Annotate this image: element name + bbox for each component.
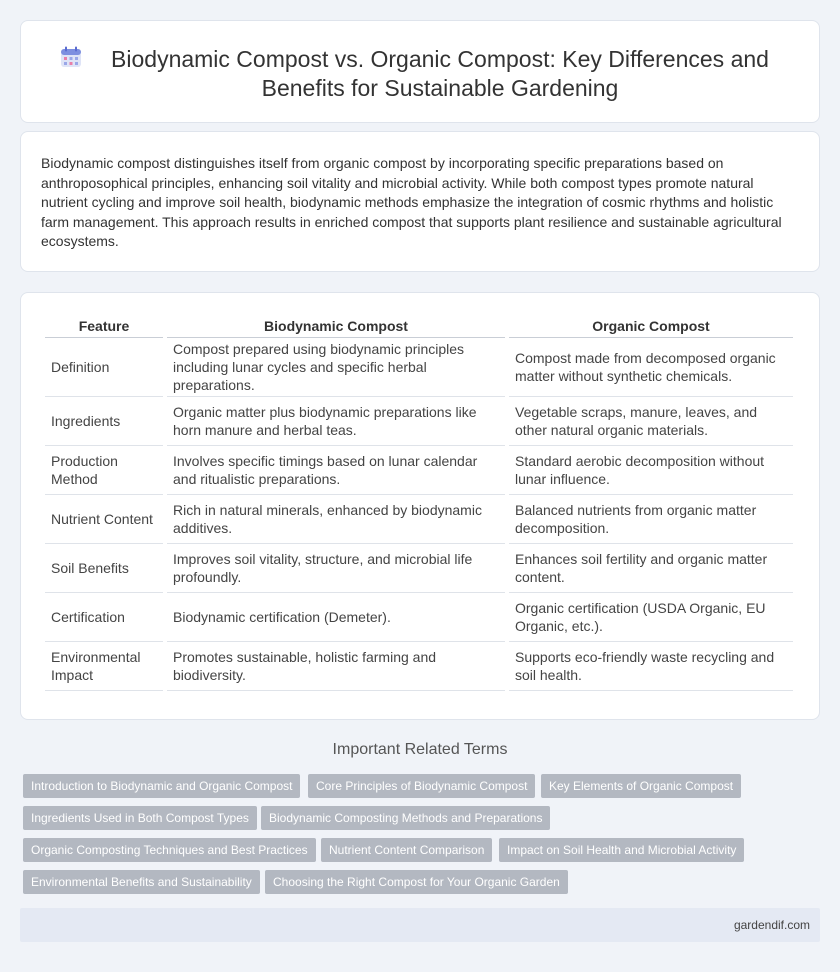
cell-feature: Certification — [45, 593, 163, 642]
table-row — [45, 446, 793, 495]
related-term-tag[interactable]: Organic Composting Techniques and Best Practices — [23, 838, 316, 862]
header-organic: Organic Compost — [509, 313, 793, 338]
table-row — [45, 593, 793, 642]
cell-feature: Soil Benefits — [45, 544, 163, 593]
cell-organic: Vegetable scraps, manure, leaves, and other natural organic materials. — [509, 397, 793, 446]
cell-organic: Balanced nutrients from organic matter decomposition. — [509, 495, 793, 544]
comparison-table — [41, 313, 797, 691]
related-term-tag[interactable]: Choosing the Right Compost for Your Organic Garden — [265, 870, 568, 894]
title-card — [20, 20, 820, 123]
cell-biodynamic: Organic matter plus biodynamic preparations like horn manure and herbal teas. — [167, 397, 505, 446]
table-row — [45, 642, 793, 691]
comparison-table-card — [20, 292, 820, 720]
related-term-tag[interactable]: Environmental Benefits and Sustainability — [23, 870, 260, 894]
table-row — [45, 338, 793, 397]
page-title: Biodynamic Compost vs. Organic Compost: Key Differences and Benefits for Sustainable Gardening — [111, 46, 769, 101]
cell-biodynamic: Involves specific timings based on lunar calendar and ritualistic preparations. — [167, 446, 505, 495]
cell-biodynamic: Improves soil vitality, structure, and microbial life profoundly. — [167, 544, 505, 593]
footer-site-link[interactable]: gardendif.com — [733, 918, 810, 932]
cell-organic: Supports eco-friendly waste recycling and soil health. — [509, 642, 793, 691]
intro-card — [20, 131, 820, 272]
cell-organic: Compost made from decomposed organic matter without synthetic chemicals. — [509, 338, 793, 397]
table-row — [45, 544, 793, 593]
table-row — [45, 397, 793, 446]
cell-organic: Enhances soil fertility and organic matter content. — [509, 544, 793, 593]
related-term-tag[interactable]: Core Principles of Biodynamic Compost — [308, 774, 535, 798]
cell-feature: Definition — [45, 338, 163, 397]
cell-feature: Environmental Impact — [45, 642, 163, 691]
cell-feature: Production Method — [45, 446, 163, 495]
cell-biodynamic: Compost prepared using biodynamic principles including lunar cycles and specific herbal preparations. — [167, 338, 505, 397]
related-terms-title: Important Related Terms — [332, 741, 508, 758]
cell-organic: Organic certification (USDA Organic, EU Organic, etc.). — [509, 593, 793, 642]
related-term-tag[interactable]: Nutrient Content Comparison — [321, 838, 492, 862]
cell-biodynamic: Promotes sustainable, holistic farming and biodiversity. — [167, 642, 505, 691]
header-feature: Feature — [45, 313, 163, 338]
cell-organic: Standard aerobic decomposition without lunar influence. — [509, 446, 793, 495]
related-term-tag[interactable]: Ingredients Used in Both Compost Types — [23, 806, 257, 830]
footer — [20, 908, 820, 942]
intro-paragraph: Biodynamic compost distinguishes itself from organic compost by incorporating specific preparations based on anthroposophical principles, enhancing soil vitality and microbial activity. While both compost types promote natural nutrient cycling and improve soil health, biodynamic methods emphasize the integration of cosmic rhythms and holistic farm management. This approach results in enriched compost that supports plant resilience and sustainable agricultural ecosystems. — [41, 155, 782, 250]
cell-biodynamic: Rich in natural minerals, enhanced by biodynamic additives. — [167, 495, 505, 544]
cell-feature: Nutrient Content — [45, 495, 163, 544]
table-row — [45, 495, 793, 544]
related-term-tag[interactable]: Introduction to Biodynamic and Organic Compost — [23, 774, 300, 798]
cell-feature: Ingredients — [45, 397, 163, 446]
related-term-tag[interactable]: Biodynamic Composting Methods and Preparations — [261, 806, 550, 830]
header-biodynamic: Biodynamic Compost — [167, 313, 505, 338]
related-term-tag[interactable]: Impact on Soil Health and Microbial Activity — [499, 838, 744, 862]
cell-biodynamic: Biodynamic certification (Demeter). — [167, 593, 505, 642]
table-header-row — [45, 313, 793, 338]
related-term-tag[interactable]: Key Elements of Organic Compost — [541, 774, 741, 798]
